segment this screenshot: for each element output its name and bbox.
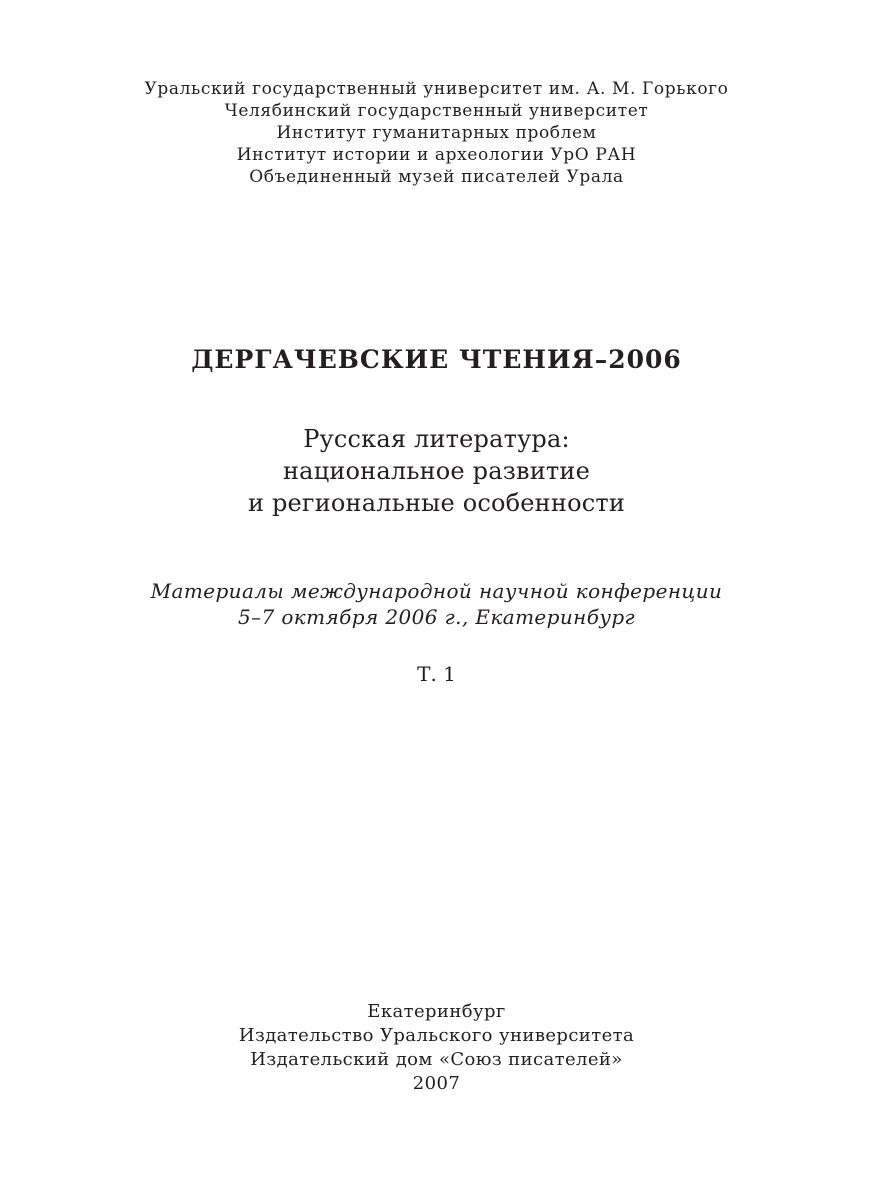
subtitle-line: национальное развитие <box>282 457 591 485</box>
subtitle-line: Русская литература: <box>303 425 570 453</box>
imprint-publisher: Издательство Уральского университета <box>238 1025 635 1046</box>
volume-number: Т. 1 <box>417 662 456 686</box>
imprint <box>0 1000 873 1096</box>
institution-line: Уральский государственный университет им. А. М. Горького <box>144 79 729 99</box>
institution-line: Институт гуманитарных проблем <box>276 123 597 143</box>
conference-line: 5–7 октября 2006 г., Екатеринбург <box>237 605 636 629</box>
institution-line: Объединенный музей писателей Урала <box>249 167 624 187</box>
institutions-list <box>0 78 873 188</box>
subtitle-line: и региональные особенности <box>247 489 626 517</box>
book-title: ДЕРГАЧЕВСКИЕ ЧТЕНИЯ–2006 <box>191 345 682 374</box>
book-subtitle <box>0 423 873 519</box>
institution-line: Челябинский государственный университет <box>224 101 649 121</box>
imprint-year: 2007 <box>412 1073 461 1094</box>
conference-info <box>0 578 873 630</box>
imprint-city: Екатеринбург <box>367 1001 506 1022</box>
conference-line: Материалы международной научной конференции <box>150 579 723 603</box>
institution-line: Институт истории и археологии УрО РАН <box>236 145 637 165</box>
imprint-publisher: Издательский дом «Союз писателей» <box>250 1049 623 1070</box>
